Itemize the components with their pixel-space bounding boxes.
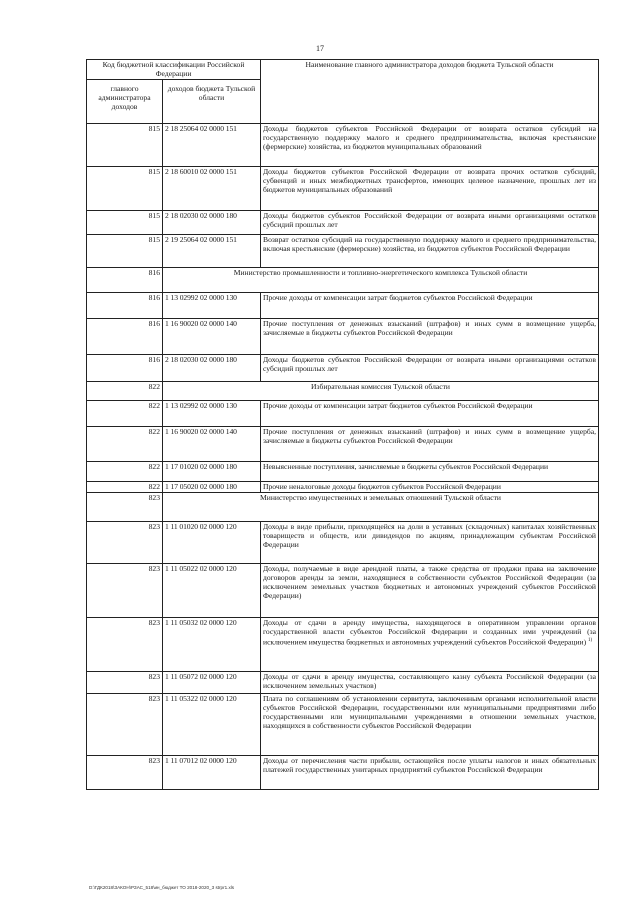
description-text: Доходы от перечисления части прибыли, остающейся после уплаты налогов и иных обязательных платежей государственных унитарных предприятий субъектов Российской Федерации: [263, 756, 596, 774]
header-revenue-code: доходов бюджета Тульской области: [163, 80, 261, 124]
revenue-description-cell: [261, 618, 599, 672]
admin-code-cell: 816: [87, 268, 163, 293]
admin-code-cell: 823: [87, 694, 163, 756]
table-row: [87, 427, 599, 462]
table-row: [87, 462, 599, 482]
description-text: Возврат остатков субсидий на государственную поддержку малого и среднего предпринимательства, включая крестьянские (фермерские) хозяйства, из бюджетов субъектов Российской Федерации: [263, 235, 596, 253]
revenue-code-cell: 2 18 60010 02 0000 151: [163, 167, 261, 211]
admin-code-cell: 816: [87, 293, 163, 319]
description-text: Доходы от сдачи в аренду имущества, находящегося в оперативном управлении органов государственной власти субъектов Российской Федерации и созданных ими учреждений (за исключением имущества бюджетных и автономных учреждений субъектов Российской Федерации): [263, 618, 596, 647]
revenue-code-cell: 1 17 05020 02 0000 180: [163, 482, 261, 493]
table-row: [87, 355, 599, 382]
table-row: [87, 672, 599, 694]
header-admin-name: Наименование главного администратора доходов бюджета Тульской области: [261, 60, 599, 124]
admin-code-cell: 822: [87, 427, 163, 462]
description-text: Прочие доходы от компенсации затрат бюджетов субъектов Российской Федерации: [263, 401, 533, 410]
table-row: [87, 319, 599, 355]
revenue-code-cell: 2 18 02030 02 0000 180: [163, 211, 261, 235]
description-text: Прочие доходы от компенсации затрат бюджетов субъектов Российской Федерации: [263, 293, 533, 302]
revenue-description-cell: [261, 319, 599, 355]
revenue-description-cell: [261, 293, 599, 319]
revenue-code-cell: 2 19 25064 02 0000 151: [163, 235, 261, 268]
admin-code-cell: 816: [87, 319, 163, 355]
admin-code-cell: 822: [87, 462, 163, 482]
footnote-marker: 1): [588, 638, 593, 643]
table-row: [87, 401, 599, 427]
description-text: Прочие поступления от денежных взысканий (штрафов) и иных сумм в возмещение ущерба, зачисляемые в бюджеты субъектов Российской Федерации: [263, 319, 596, 337]
admin-code-cell: 823: [87, 522, 163, 564]
admin-code-cell: 815: [87, 235, 163, 268]
revenue-description-cell: [261, 401, 599, 427]
revenue-description-cell: [261, 564, 599, 618]
admin-code-cell: 822: [87, 482, 163, 493]
table-row: [87, 235, 599, 268]
ministry-row: [87, 268, 599, 293]
revenue-description-cell: [261, 694, 599, 756]
revenue-code-cell: 1 11 05032 02 0000 120: [163, 618, 261, 672]
admin-code-cell: 823: [87, 672, 163, 694]
header-code-group: Код бюджетной классификации Российской Федерации: [87, 60, 261, 80]
revenue-description-cell: [261, 355, 599, 382]
ministry-row: [87, 493, 599, 522]
admin-code-cell: 822: [87, 401, 163, 427]
description-text: Прочие поступления от денежных взысканий (штрафов) и иных сумм в возмещение ущерба, зачисляемые в бюджеты субъектов Российской Федерации: [263, 427, 596, 445]
table-body: [87, 60, 599, 790]
revenue-code-cell: 1 16 90020 02 0000 140: [163, 319, 261, 355]
revenue-description-cell: [261, 211, 599, 235]
ministry-row: [87, 382, 599, 401]
page-number: 17: [316, 44, 324, 53]
description-text: Доходы бюджетов субъектов Российской Федерации от возврата иными организациями остатков субсидий прошлых лет: [263, 355, 596, 373]
revenue-code-cell: 1 17 01020 02 0000 180: [163, 462, 261, 482]
admin-code-cell: 823: [87, 618, 163, 672]
revenue-description-cell: [261, 167, 599, 211]
table-row: [87, 293, 599, 319]
table-header-row: [87, 60, 599, 80]
table-row: [87, 211, 599, 235]
revenue-code-cell: 1 11 07012 02 0000 120: [163, 756, 261, 790]
admin-code-cell: 815: [87, 124, 163, 167]
table-row: [87, 618, 599, 672]
header-chief-admin: главного администратора доходов: [87, 80, 163, 124]
revenue-description-cell: [261, 522, 599, 564]
description-text: Доходы, получаемые в виде арендной платы, а также средства от продажи права на заключение договоров аренды за земли, находящиеся в собственности субъектов Российской Федерации (за исключением земельных участков бюджетных и автономных учреждений субъектов Российской Федерации): [263, 564, 596, 600]
description-text: Прочие неналоговые доходы бюджетов субъектов Российской Федерации: [263, 482, 501, 491]
description-text: Доходы бюджетов субъектов Российской Федерации от возврата иными организациями остатков субсидий прошлых лет: [263, 211, 596, 229]
table-row: [87, 694, 599, 756]
table-row: [87, 124, 599, 167]
ministry-name-cell: Министерство имущественных и земельных отношений Тульской области: [163, 493, 599, 522]
ministry-name-cell: Министерство промышленности и топливно-энергетического комплекса Тульской области: [163, 268, 599, 293]
description-text: Доходы в виде прибыли, приходящейся на доли в уставных (складочных) капиталах хозяйственных товариществ и обществ, или дивидендов по акциям, принадлежащим субъектам Российской Федерации: [263, 522, 596, 549]
revenue-code-cell: 1 11 05022 02 0000 120: [163, 564, 261, 618]
description-text: Невыясненные поступления, зачисляемые в бюджеты субъектов Российской Федерации: [263, 462, 549, 471]
revenue-description-cell: [261, 462, 599, 482]
table-row: [87, 167, 599, 211]
revenue-code-cell: 1 11 05072 02 0000 120: [163, 672, 261, 694]
description-text: Плата по соглашениям об установлении сервитута, заключенным органами исполнительной власти субъектов Российской Федерации, государственными или муниципальными предприятиями либо государственными или муниципальными учреждениями в отношении земельных участков, находящихся в собственности субъектов Российской Федерации: [263, 694, 596, 730]
table-row: [87, 482, 599, 493]
revenue-code-cell: 2 18 25064 02 0000 151: [163, 124, 261, 167]
revenue-description-cell: [261, 756, 599, 790]
table-row: [87, 756, 599, 790]
revenue-description-cell: [261, 124, 599, 167]
revenue-code-cell: 1 13 02992 02 0000 130: [163, 401, 261, 427]
revenue-admin-table: [86, 59, 599, 790]
table-row: [87, 564, 599, 618]
admin-code-cell: 823: [87, 493, 163, 522]
revenue-code-cell: 1 16 90020 02 0000 140: [163, 427, 261, 462]
ministry-name-cell: Избирательная комиссия Тульской области: [163, 382, 599, 401]
file-path-footer: D:\ГДК2018\ЗАКОН\РЗАС_518\ин_бюджет ТО 2018-2020_3 strpr1.xls: [89, 885, 235, 890]
description-text: Доходы бюджетов субъектов Российской Федерации от возврата прочих остатков субсидий, субвенций и иных межбюджетных трансфертов, имеющих целевое назначение, прошлых лет из бюджетов муниципальных образований: [263, 167, 596, 194]
revenue-description-cell: [261, 672, 599, 694]
admin-code-cell: 823: [87, 564, 163, 618]
admin-code-cell: 822: [87, 382, 163, 401]
table-row: [87, 522, 599, 564]
admin-code-cell: 816: [87, 355, 163, 382]
revenue-code-cell: 2 18 02030 02 0000 180: [163, 355, 261, 382]
revenue-code-cell: 1 13 02992 02 0000 130: [163, 293, 261, 319]
admin-code-cell: 823: [87, 756, 163, 790]
admin-code-cell: 815: [87, 167, 163, 211]
revenue-description-cell: [261, 482, 599, 493]
revenue-code-cell: 1 11 01020 02 0000 120: [163, 522, 261, 564]
revenue-code-cell: 1 11 05322 02 0000 120: [163, 694, 261, 756]
revenue-description-cell: [261, 235, 599, 268]
admin-code-cell: 815: [87, 211, 163, 235]
revenue-description-cell: [261, 427, 599, 462]
description-text: Доходы бюджетов субъектов Российской Федерации от возврата остатков субсидий на государственную поддержку малого и среднего предпринимательства, включая крестьянские (фермерские) хозяйства, из бюджетов муниципальных образований: [263, 124, 596, 151]
description-text: Доходы от сдачи в аренду имущества, составляющего казну субъекта Российской Федерации (за исключением земельных участков): [263, 672, 596, 690]
